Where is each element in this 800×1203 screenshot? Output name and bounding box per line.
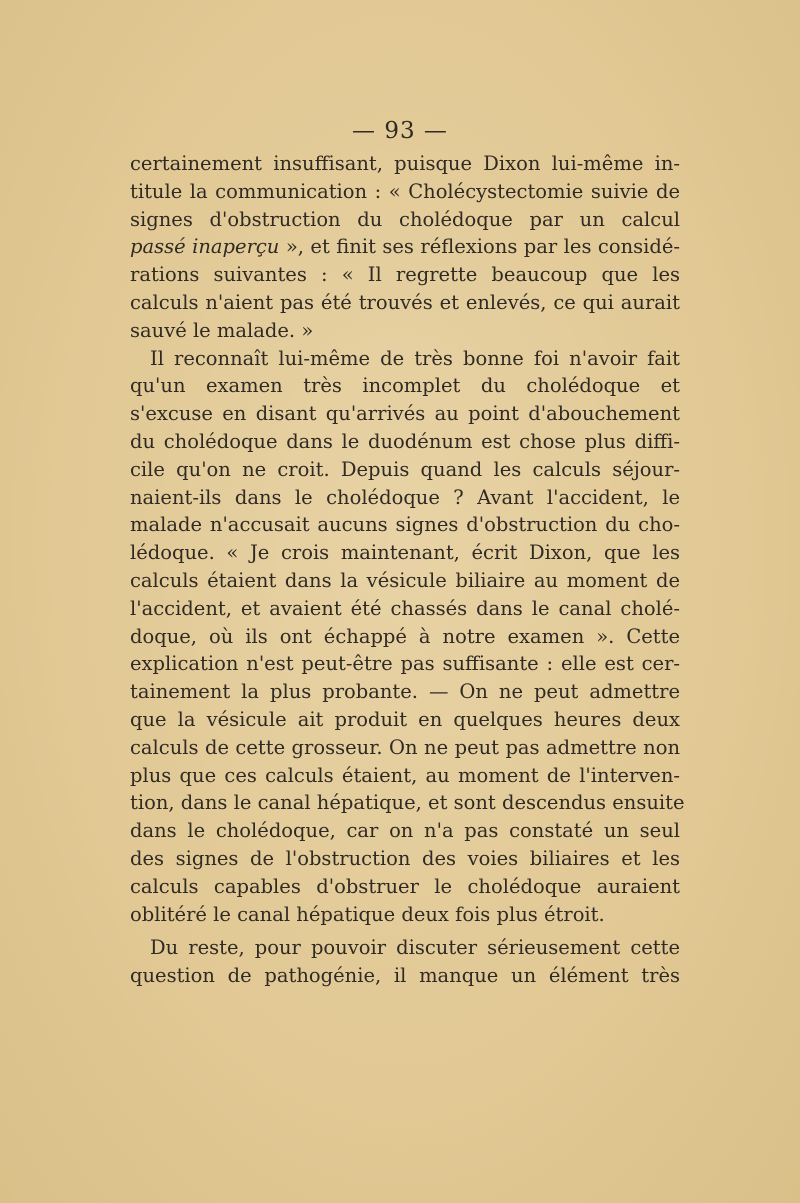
text-line: cile qu'on ne croit. Depuis quand les calculs séjour- xyxy=(130,457,680,481)
text-line: calculs de cette grosseur. On ne peut pas admettre non xyxy=(130,735,680,759)
text-line: question de pathogénie, il manque un élément très xyxy=(130,964,680,988)
text-line-with-italic xyxy=(130,233,680,261)
text-line: signes d'obstruction du cholédoque par un calcul xyxy=(130,207,680,231)
text-line: oblitéré le canal hépatique deux fois plus étroit. xyxy=(130,902,605,926)
text-line: plus que ces calculs étaient, au moment de l'interven- xyxy=(130,763,680,787)
text-span: », et finit ses réflexions par les considé- xyxy=(279,235,680,259)
text-line: calculs capables d'obstruer le cholédoque auraient xyxy=(130,874,680,898)
text-line: tainement la plus probante. — On ne peut admettre xyxy=(130,680,680,704)
text-line: rations suivantes : « Il regrette beaucoup que les xyxy=(130,263,680,287)
text-line: certainement insuffisant, puisque Dixon lui-même in- xyxy=(130,152,680,175)
text-line: des signes de l'obstruction des voies biliaires et les xyxy=(130,846,680,870)
text-line: qu'un examen très incomplet du cholédoque et xyxy=(130,374,680,398)
text-line: malade n'accusait aucuns signes d'obstruction du cho- xyxy=(130,513,680,537)
text-line: s'excuse en disant qu'arrivés au point d'abouchement xyxy=(130,402,680,426)
text-line: Il reconnaît lui-même de très bonne foi n'avoir fait xyxy=(150,346,680,370)
text-line: dans le cholédoque, car on n'a pas constaté un seul xyxy=(130,819,680,843)
text-line: du cholédoque dans le duodénum est chose plus diffi- xyxy=(130,429,680,453)
text-line: lédoque. « Je crois maintenant, écrit Dixon, que les xyxy=(130,541,680,565)
text-line: calculs n'aient pas été trouvés et enlevés, ce qui aurait xyxy=(130,290,680,314)
text-line: tion, dans le canal hépatique, et sont descendus ensuite xyxy=(130,791,685,815)
text-line: naient-ils dans le cholédoque ? Avant l'accident, le xyxy=(130,485,680,509)
page-number: — 93 — xyxy=(352,118,448,144)
text-line: doque, où ils ont échappé à notre examen ». Cette xyxy=(130,624,680,648)
text-line: calculs étaient dans la vésicule biliaire au moment de xyxy=(130,568,680,592)
text-line: l'accident, et avaient été chassés dans le canal cholé- xyxy=(130,596,680,620)
text-line: Du reste, pour pouvoir discuter sérieusement cette xyxy=(150,936,680,960)
text-line: titule la communication : « Cholécystectomie suivie de xyxy=(130,179,680,203)
text-line: que la vésicule ait produit en quelques heures deux xyxy=(130,707,680,731)
italic-phrase: passé inaperçu xyxy=(130,235,280,259)
body-text xyxy=(130,150,685,990)
text-line: explication n'est peut-être pas suffisante : elle est cer- xyxy=(130,652,680,676)
text-line: sauvé le malade. » xyxy=(130,318,314,342)
